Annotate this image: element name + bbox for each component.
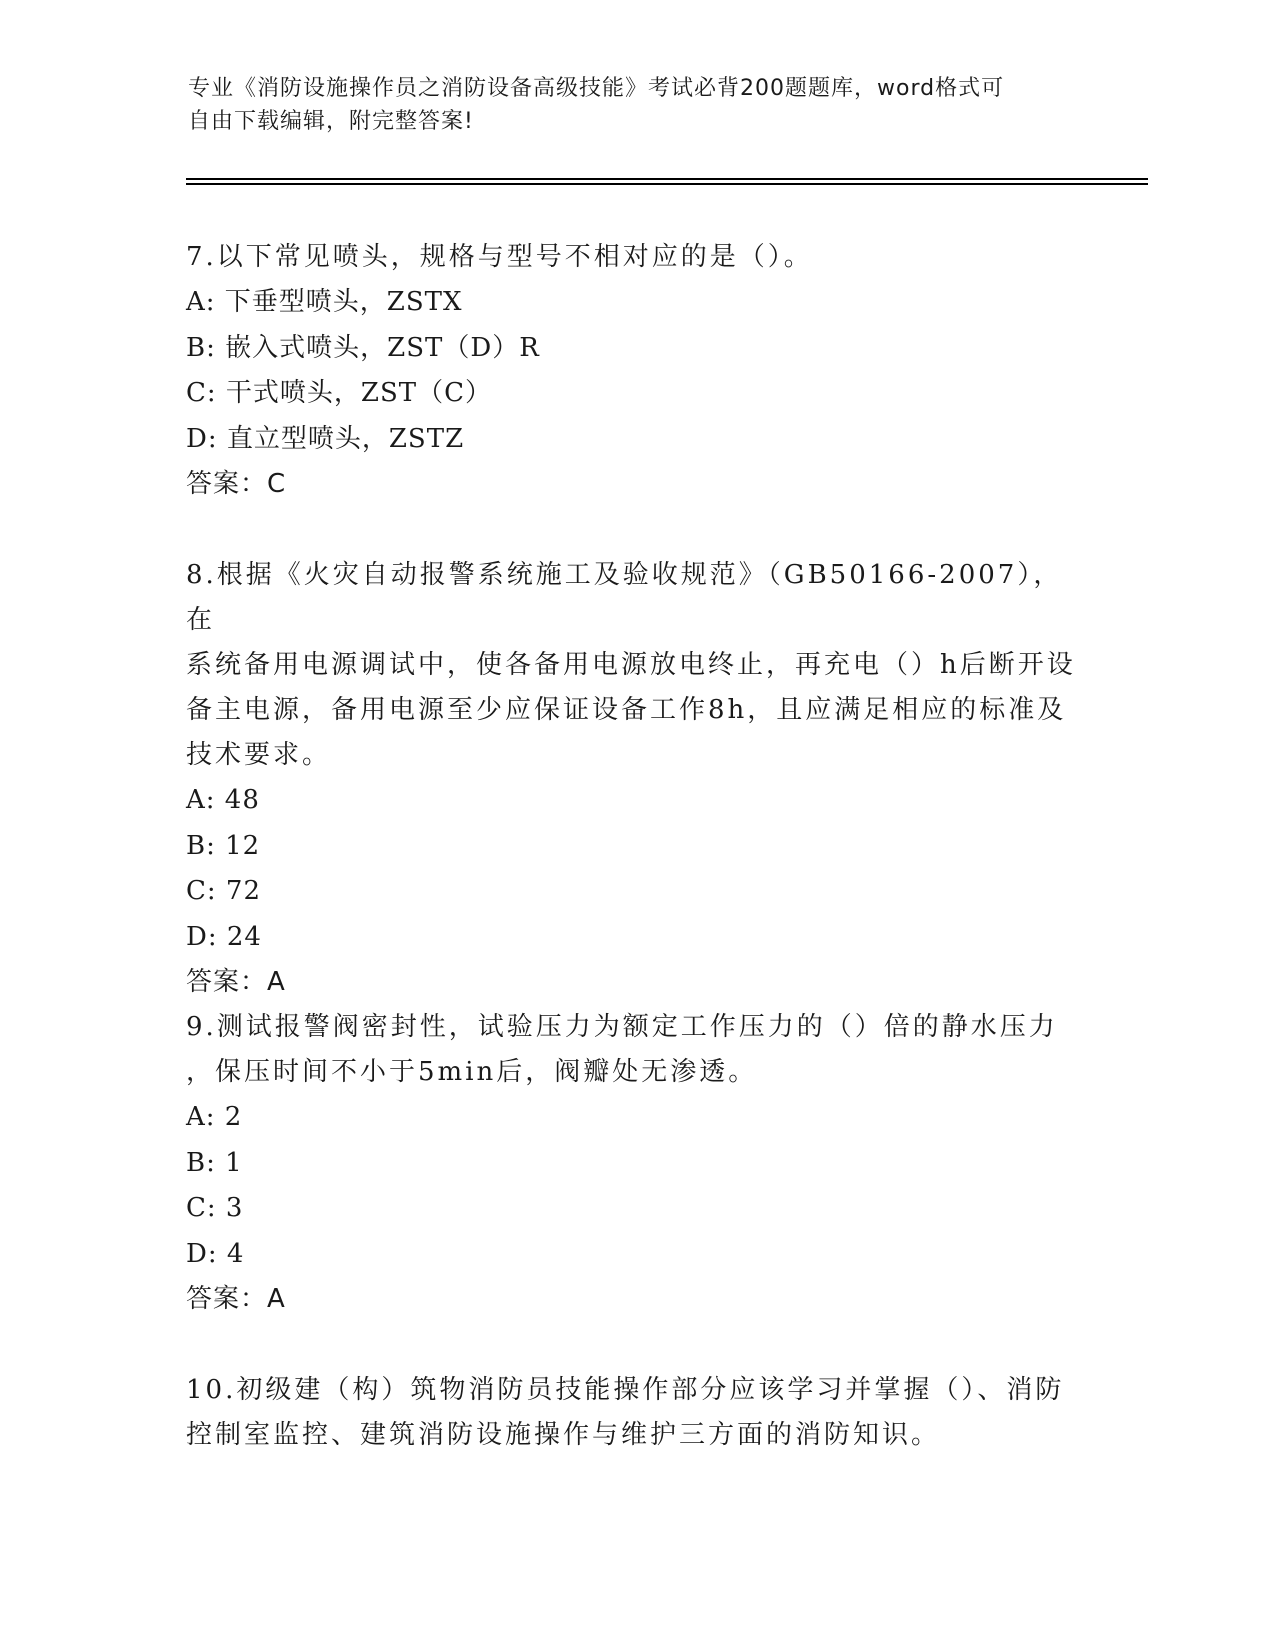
question-text-line: 系统备用电源调试中，使各备用电源放电终止，再充电（）h后断开设 (186, 650, 1076, 680)
option-b: B: 嵌入式喷头，ZST（D）R (186, 332, 540, 363)
question-7 (186, 235, 1086, 507)
answer: 答案：A (186, 967, 286, 997)
option-c: C: 72 (186, 876, 262, 906)
header-divider-bottom (186, 183, 1148, 185)
option-d: D: 4 (186, 1238, 245, 1269)
header-divider-top (186, 178, 1148, 180)
question-9 (186, 1005, 1086, 1322)
question-text-line: 8.根据《火灾自动报警系统施工及验收规范》（GB50166-2007），在 (186, 560, 1063, 635)
header-line-1: 专业《消防设施操作员之消防设备高级技能》考试必背200题题库，word格式可 (188, 76, 1005, 101)
question-text-line: 7.以下常见喷头，规格与型号不相对应的是（）。 (186, 242, 813, 272)
question-text-line: 备主电源，备用电源至少应保证设备工作8h，且应满足相应的标准及 (186, 695, 1067, 725)
question-text-line: ，保压时间不小于5min后，阀瓣处无渗透。 (186, 1057, 758, 1087)
option-b: B: 1 (186, 1147, 243, 1178)
question-text-line: 9.测试报警阀密封性，试验压力为额定工作压力的（）倍的静水压力 (186, 1012, 1058, 1042)
question-text-line: 控制室监控、建筑消防设施操作与维护三方面的消防知识。 (186, 1420, 941, 1450)
document-header (188, 72, 1088, 138)
option-c: C: 3 (186, 1193, 244, 1223)
option-d: D: 直立型喷头，ZSTZ (186, 423, 465, 454)
option-b: B: 12 (186, 830, 261, 861)
answer: 答案：A (186, 1284, 286, 1314)
header-line-2: 自由下载编辑，附完整答案! (188, 109, 474, 134)
question-10 (186, 1368, 1086, 1458)
option-a: A: 2 (186, 1102, 243, 1132)
option-a: A: 下垂型喷头，ZSTX (186, 287, 463, 317)
option-d: D: 24 (186, 921, 262, 952)
question-text-line: 技术要求。 (186, 740, 332, 770)
answer: 答案：C (186, 469, 287, 499)
option-a: A: 48 (186, 785, 260, 815)
question-8 (186, 553, 1086, 1005)
option-c: C: 干式喷头，ZST（C） (186, 378, 493, 408)
question-text-line: 10.初级建（构）筑物消防员技能操作部分应该学习并掌握（）、消防 (186, 1375, 1065, 1405)
